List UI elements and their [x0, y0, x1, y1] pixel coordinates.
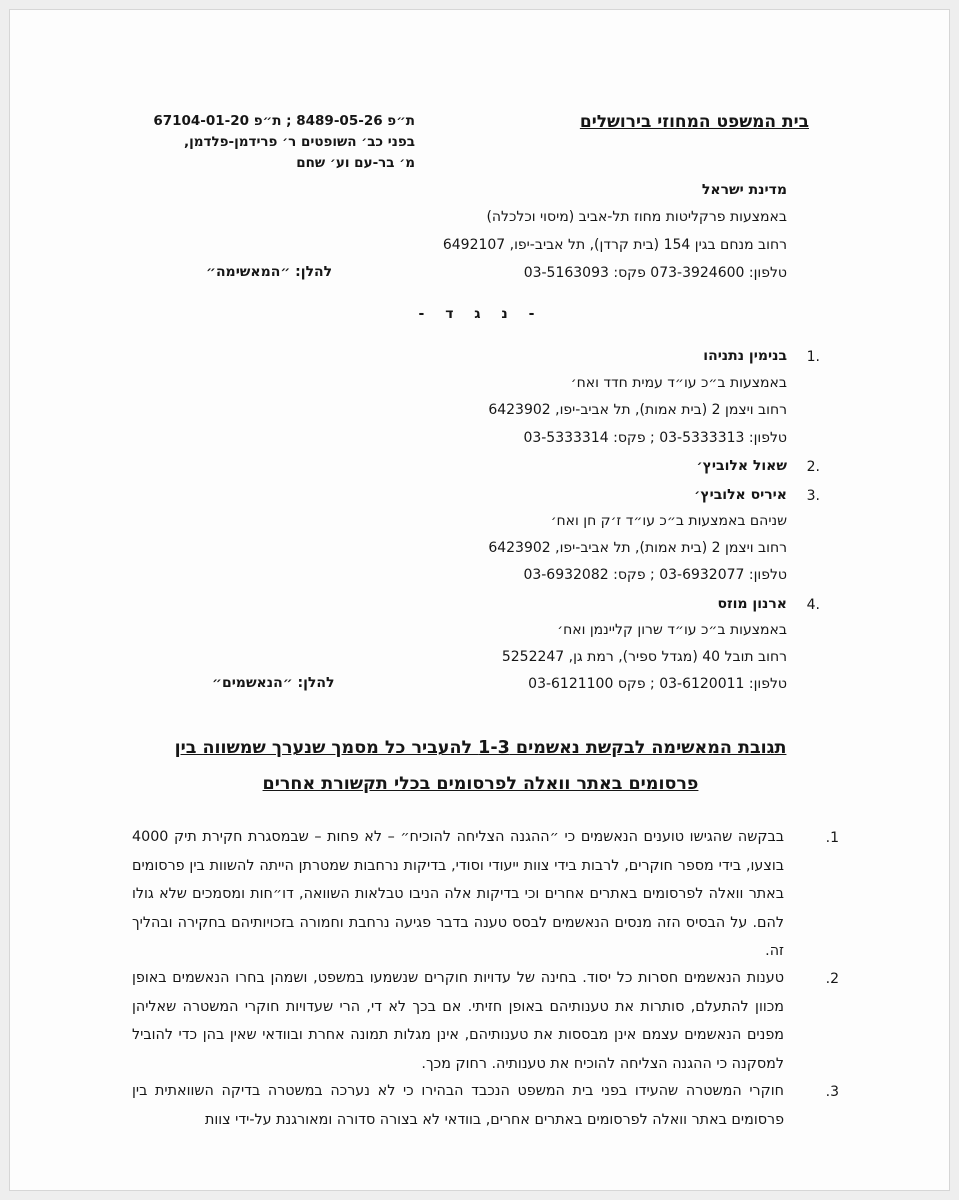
prosecution-address: רחוב מנחם בגין 154 (בית קרדן), תל אביב-יפו, 6492107 — [442, 237, 787, 253]
prosecution-via: באמצעות פרקליטות מחוז תל-אביב (מיסוי וכלכלה) — [486, 209, 787, 225]
judges-line-1: בפני כב׳ השופטים ר׳ פרידמן-פלדמן, — [183, 134, 415, 150]
defendant-4-line: באמצעות ב״כ עו״ד שרון קליינמן ואח׳ — [557, 622, 787, 638]
judges-line-2: מ׳ בר-עם וע׳ שחם — [296, 155, 415, 171]
prosecution-phone: טלפון: 073-3924600 פקס: 03-5163093 — [523, 265, 787, 281]
defendant-4-line: רחוב תובל 40 (מגדל ספיר), רמת גן, 5252247 — [501, 649, 787, 665]
document-page — [9, 9, 950, 1191]
defendant-2-name: שאול אלוביץ׳ — [696, 458, 787, 474]
defendants-hereinafter: להלן: ״הנאשמים״ — [212, 675, 335, 691]
defendant-4-name: ארנון מוזס — [717, 596, 787, 612]
document-title-line-1: תגובת המאשימה לבקשת נאשמים 1-3 להעביר כל מסמך שנערך שמשווה בין — [174, 738, 787, 758]
versus-separator: - נ ג ד - — [418, 306, 543, 322]
defendant-4-line: טלפון: 03-6120011 ; פקס 03-6121100 — [528, 676, 787, 692]
defendant-4-number: 4. — [806, 597, 820, 613]
defendant-3-line: טלפון: 03-6932077 ; פקס: 03-6932082 — [523, 567, 787, 583]
court-name: בית המשפט המחוזי בירושלים — [579, 112, 809, 132]
defendant-3-number: 3. — [806, 488, 820, 504]
case-header — [153, 111, 415, 174]
paragraph-2-number: 2. — [825, 971, 839, 987]
case-numbers: ת״פ 8489-05-26 ; ת״פ 67104-01-20 — [153, 113, 415, 129]
defendant-3-name: איריס אלוביץ׳ — [694, 487, 787, 503]
defendant-3-line: רחוב ויצמן 2 (בית אמות), תל אביב-יפו, 6423902 — [488, 540, 787, 556]
paragraph-3: חוקרי המשטרה שהעידו בפני בית המשפט הנכבד הבהירו כי לא נערכה במשטרה בדיקה השוואתית בין פרסומים באתר וואלה לפרסומים באתרים אחרים, בוודאי לא בצורה סדורה ומאורגנת על-ידי צוות — [132, 1083, 784, 1128]
defendant-1-line: רחוב ויצמן 2 (בית אמות), תל אביב-יפו, 6423902 — [488, 402, 787, 418]
paragraph-3-number: 3. — [825, 1084, 839, 1100]
defendant-1-line: באמצעות ב״כ עו״ד עמית חדד ואח׳ — [570, 375, 787, 391]
defendant-1-name: בנימין נתניהו — [703, 348, 787, 364]
defendant-1-line: טלפון: 03-5333313 ; פקס: 03-5333314 — [523, 430, 787, 446]
paragraph-1: בבקשה שהגישו טוענים הנאשמים כי ״ההגנה הצליחה להוכיח״ – לא פחות – שבמסגרת חקירת תיק 4000 בוצעו, בידי מספר חוקרים, לרבות בידי צוות ייעודי וסודי, בדיקות נרחבות שמטרתן הייתה להשוות בין פרסומים באתר וואלה לפרסומים באתרים אחרים וכי בדיקות אלה הניבו טבלאות השוואה, דו״חות ומסמכים שלא גולו להם. על הבסיס הזה מנסים הנאשמים לבסס טענה בדבר פגיעה נרחבת וחמורה בזכויותיהם בחקירה ובהליך זה. — [132, 829, 784, 959]
prosecution-hereinafter: להלן: ״המאשימה״ — [206, 264, 333, 280]
paragraph-1-number: 1. — [825, 830, 839, 846]
defendant-3-line: שניהם באמצעות ב״כ עו״ד ז׳ק חן ואח׳ — [550, 513, 787, 529]
prosecution-name: מדינת ישראל — [701, 182, 787, 198]
defendant-1-number: 1. — [806, 349, 820, 365]
paragraph-2: טענות הנאשמים חסרות כל יסוד. בחינה של עדויות חוקרים שנשמעו במשפט, ושמהן בחרו הנאשמים באופן מכוון להתעלם, סותרות את טענותיהם באופן חזיתי. אם בכך לא די, הרי שעדויות חוקרי המשטרה שאליהן מפנים הנאשמים עצמם אינן מבססות את טענותיהם, אינן מגלות תמונה אחרת ובוודאי שאין בהן כדי להוביל למסקנה כי ההגנה הצליחה להוכיח את טענותיה. רחוק מכך. — [132, 970, 784, 1072]
document-title-line-2: פרסומים באתר וואלה לפרסומים בכלי תקשורת אחרים — [262, 774, 699, 794]
defendant-2-number: 2. — [806, 459, 820, 475]
